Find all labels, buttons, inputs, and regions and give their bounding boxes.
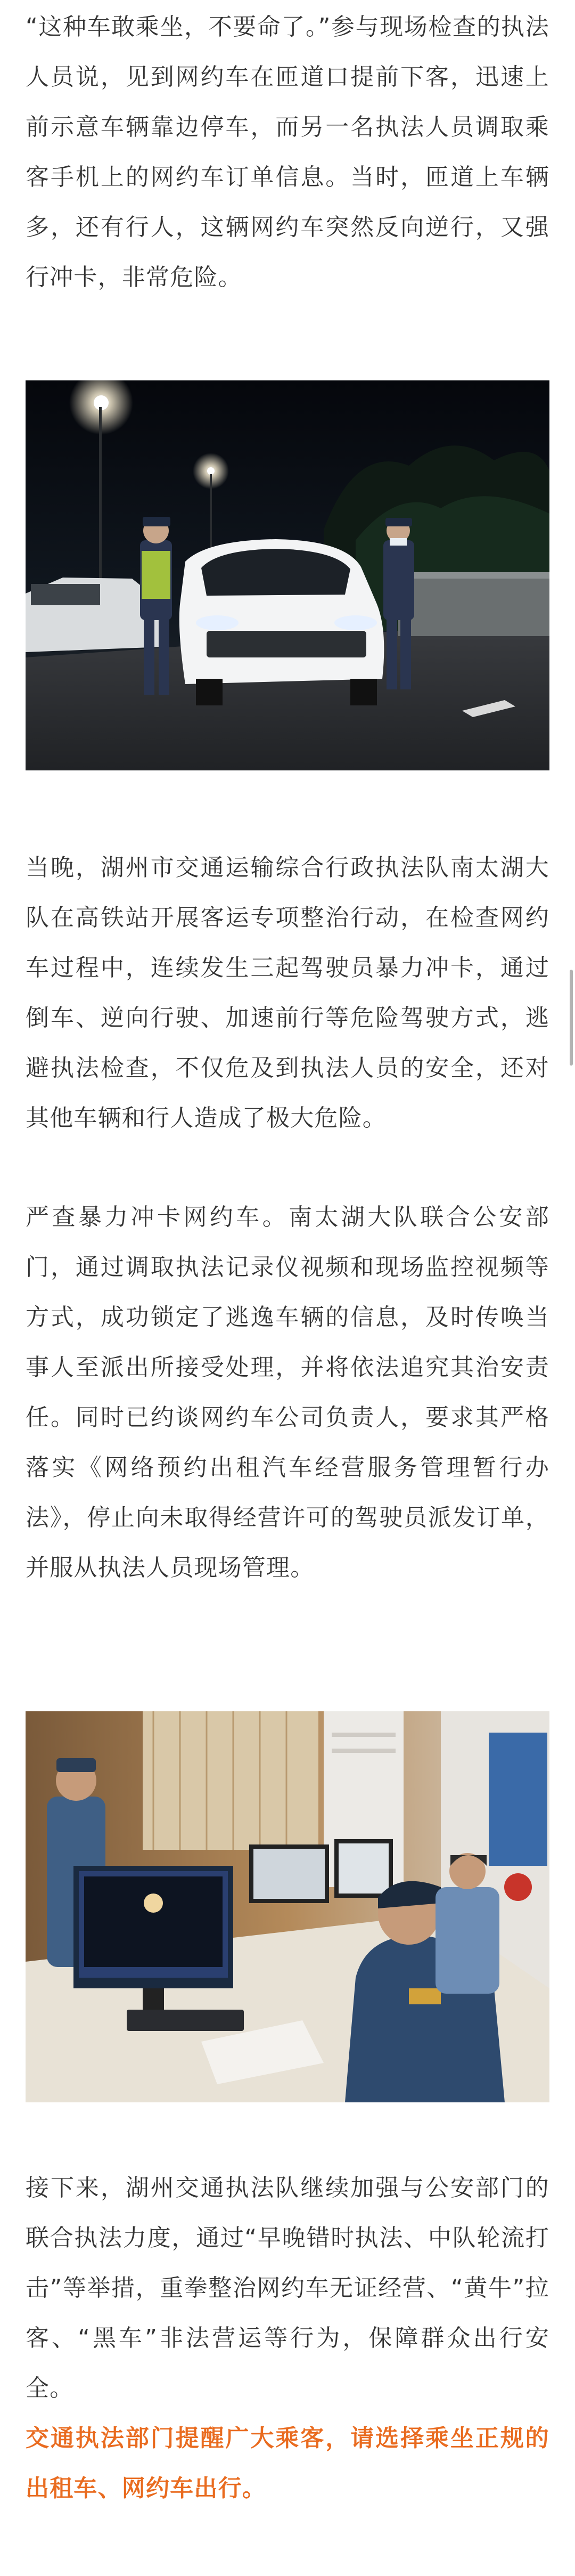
paragraph-next-steps: 接下来，湖州交通执法队继续加强与公安部门的联合执法力度，通过“早晚错时执法、中队轮流打击”等举措，重拳整治网约车无证经营、“黄牛”拉客、“黑车”非法营运等行为，保障群众出行安全。	[26, 2174, 549, 2402]
paragraph-enforcement-operation: 当晚，湖州市交通运输综合行政执法队南太湖大队在高铁站开展客运专项整治行动，在检查网约车过程中，连续发生三起驾驶员暴力冲卡，通过倒车、逆向行驶、加速前行等危险驾驶方式，逃避执法检查，不仅危及到执法人员的安全，还对其他车辆和行人造成了极大危险。	[26, 854, 549, 1132]
paragraph-passenger-reminder: 交通执法部门提醒广大乘客，请选择乘坐正规的出租车、网约车出行。	[26, 2425, 549, 2502]
paragraph-inspection-scene: “这种车敢乘坐，不要命了。”参与现场检查的执法人员说，见到网约车在匝道口提前下客，迅速上前示意车辆靠边停车，而另一名执法人员调取乘客手机上的网约车订单信息。当时，匝道上车辆多，还有行人，这辆网约车突然反向逆行，又强行冲卡，非常危险。	[26, 13, 549, 291]
night-checkpoint-illustration	[26, 380, 549, 770]
night-checkpoint-photo[interactable]	[26, 380, 549, 770]
monitoring-room-illustration	[26, 1711, 549, 2102]
paragraph-crackdown-measures: 严查暴力冲卡网约车。南太湖大队联合公安部门，通过调取执法记录仪视频和现场监控视频等方式，成功锁定了逃逸车辆的信息，及时传唤当事人至派出所接受处理，并将依法追究其治安责任。同时已约谈网约车公司负责人，要求其严格落实《网络预约出租汽车经营服务管理暂行办法》，停止向未取得经营许可的驾驶员派发订单，并服从执法人员现场管理。	[26, 1204, 549, 1581]
monitoring-room-photo[interactable]	[26, 1711, 549, 2102]
scrollbar-thumb[interactable]	[570, 970, 573, 1066]
